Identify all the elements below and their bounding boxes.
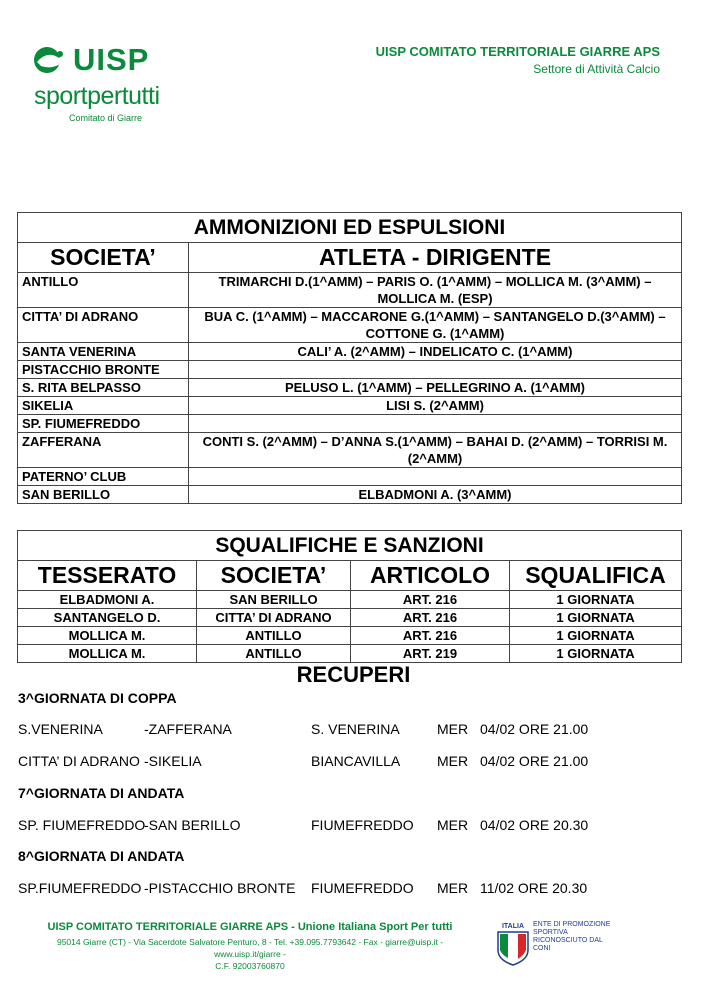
players-cell: CONTI S. (2^AMM) – D’ANNA S.(1^AMM) – BAHAI D. (2^AMM) – TORRISI M. (2^AMM) <box>189 433 682 468</box>
match-row <box>18 721 678 739</box>
weekday: MER <box>437 721 469 737</box>
players-cell: BUA C. (1^AMM) – MACCARONE G.(1^AMM) – SANTANGELO D.(3^AMM) – COTTONE G. (1^AMM) <box>189 308 682 343</box>
member-cell: SANTANGELO D. <box>18 609 197 627</box>
suspension-row <box>18 627 682 645</box>
footer-address <box>30 936 470 972</box>
away-team: -ZAFFERANA <box>144 721 232 737</box>
suspension-cell: 1 GIORNATA <box>510 627 682 645</box>
member-cell: ELBADMONI A. <box>18 591 197 609</box>
footer-tax-code: C.F. 92003760870 <box>215 961 285 971</box>
home-team: SP. FIUMEFREDDO <box>18 817 146 833</box>
section-heading: 7^GIORNATA DI ANDATA <box>18 785 185 801</box>
warnings-row <box>18 343 682 361</box>
team-cell: SP. FIUMEFREDDO <box>18 415 189 433</box>
suspensions-title: SQUALIFICHE E SANZIONI <box>18 531 682 561</box>
venue: BIANCAVILLA <box>311 753 401 769</box>
warnings-row <box>18 433 682 468</box>
warnings-table <box>17 212 682 504</box>
member-cell: MOLLICA M. <box>18 645 197 663</box>
col-member-header: TESSERATO <box>18 561 197 591</box>
col-suspension-header: SQUALIFICA <box>510 561 682 591</box>
suspension-row <box>18 591 682 609</box>
italia-badge <box>496 922 530 966</box>
article-cell: ART. 216 <box>351 591 510 609</box>
header-org: UISP COMITATO TERRITORIALE GIARRE APS <box>375 44 660 59</box>
venue: FIUMEFREDDO <box>311 817 414 833</box>
away-team: -SIKELIA <box>144 753 202 769</box>
team-cell: SIKELIA <box>18 397 189 415</box>
footer <box>30 921 470 972</box>
match-row <box>18 880 678 898</box>
coni-text: ENTE DI PROMOZIONE SPORTIVA RICONOSCIUTO DAL CONI <box>533 921 611 952</box>
warnings-row <box>18 361 682 379</box>
article-cell: ART. 219 <box>351 645 510 663</box>
team-cell: CITTA’ DI ADRANO <box>18 308 189 343</box>
players-cell <box>189 361 682 379</box>
warnings-row <box>18 486 682 504</box>
players-cell: ELBADMONI A. (3^AMM) <box>189 486 682 504</box>
logo-committee: Comitato di Giarre <box>69 113 143 123</box>
date-time: 04/02 ORE 21.00 <box>480 721 589 737</box>
date-time: 11/02 ORE 20.30 <box>480 880 588 896</box>
warnings-row <box>18 415 682 433</box>
header-sector: Settore di Attività Calcio <box>533 62 660 76</box>
players-cell <box>189 468 682 486</box>
warnings-row <box>18 379 682 397</box>
team-cell: SAN BERILLO <box>18 486 189 504</box>
col-player-header: ATLETA - DIRIGENTE <box>189 243 682 273</box>
home-team: CITTA’ DI ADRANO <box>18 753 140 769</box>
away-team: -SAN BERILLO <box>144 817 241 833</box>
team-cell: ANTILLO <box>197 645 351 663</box>
date-time: 04/02 ORE 21.00 <box>480 753 589 769</box>
col-team-header: SOCIETA’ <box>197 561 351 591</box>
article-cell: ART. 216 <box>351 627 510 645</box>
col-article-header: ARTICOLO <box>351 561 510 591</box>
team-cell: SANTA VENERINA <box>18 343 189 361</box>
venue: FIUMEFREDDO <box>311 880 414 896</box>
logo-brand: UISP <box>73 42 150 77</box>
date-time: 04/02 ORE 20.30 <box>480 817 589 833</box>
footer-org: UISP COMITATO TERRITORIALE GIARRE APS - Unione Italiana Sport Per tutti <box>47 921 453 933</box>
team-cell: SAN BERILLO <box>197 591 351 609</box>
match-row <box>18 753 678 771</box>
team-cell: ANTILLO <box>197 627 351 645</box>
team-cell: ANTILLO <box>18 273 189 308</box>
footer-contacts: 95014 Giarre (CT) - Via Sacerdote Salvatore Penturo, 8 - Tel. +39.095.7793642 - Fax - giarre@uisp.it - www.uisp.it/giarre - <box>56 937 444 959</box>
uisp-logo <box>33 42 178 127</box>
weekday: MER <box>437 753 469 769</box>
warnings-title: AMMONIZIONI ED ESPULSIONI <box>18 213 682 243</box>
team-cell: S. RITA BELPASSO <box>18 379 189 397</box>
suspension-cell: 1 GIORNATA <box>510 591 682 609</box>
players-cell <box>189 415 682 433</box>
logo-tagline: sportpertutti <box>34 82 160 110</box>
home-team: S.VENERINA <box>18 721 103 737</box>
recoveries-title: RECUPERI <box>296 662 411 687</box>
players-cell: CALI’ A. (2^AMM) – INDELICATO C. (1^AMM) <box>189 343 682 361</box>
suspension-row <box>18 645 682 663</box>
venue: S. VENERINA <box>311 721 400 737</box>
tricolor-shield-icon <box>496 922 530 966</box>
member-cell: MOLLICA M. <box>18 627 197 645</box>
weekday: MER <box>437 817 469 833</box>
col-team-header: SOCIETA’ <box>18 243 189 273</box>
warnings-row <box>18 308 682 343</box>
match-row <box>18 817 678 835</box>
team-cell: PISTACCHIO BRONTE <box>18 361 189 379</box>
suspension-cell: 1 GIORNATA <box>510 609 682 627</box>
players-cell: PELUSO L. (1^AMM) – PELLEGRINO A. (1^AMM) <box>189 379 682 397</box>
suspensions-table <box>17 530 682 663</box>
warnings-row <box>18 397 682 415</box>
section-heading: 8^GIORNATA DI ANDATA <box>18 848 185 864</box>
uisp-runner-icon <box>33 44 73 76</box>
weekday: MER <box>437 880 469 896</box>
away-team: -PISTACCHIO BRONTE <box>144 880 296 896</box>
players-cell: LISI S. (2^AMM) <box>189 397 682 415</box>
suspension-row <box>18 609 682 627</box>
italia-label: ITALIA <box>501 923 525 930</box>
team-cell: ZAFFERANA <box>18 433 189 468</box>
document-header <box>376 44 660 76</box>
article-cell: ART. 216 <box>351 609 510 627</box>
warnings-row <box>18 273 682 308</box>
suspension-cell: 1 GIORNATA <box>510 645 682 663</box>
home-team: SP.FIUMEFREDDO <box>18 880 142 896</box>
players-cell: TRIMARCHI D.(1^AMM) – PARIS O. (1^AMM) – MOLLICA M. (3^AMM) – MOLLICA M. (ESP) <box>189 273 682 308</box>
warnings-row <box>18 468 682 486</box>
team-cell: PATERNO’ CLUB <box>18 468 189 486</box>
team-cell: CITTA’ DI ADRANO <box>197 609 351 627</box>
section-heading: 3^GIORNATA DI COPPA <box>18 690 177 706</box>
